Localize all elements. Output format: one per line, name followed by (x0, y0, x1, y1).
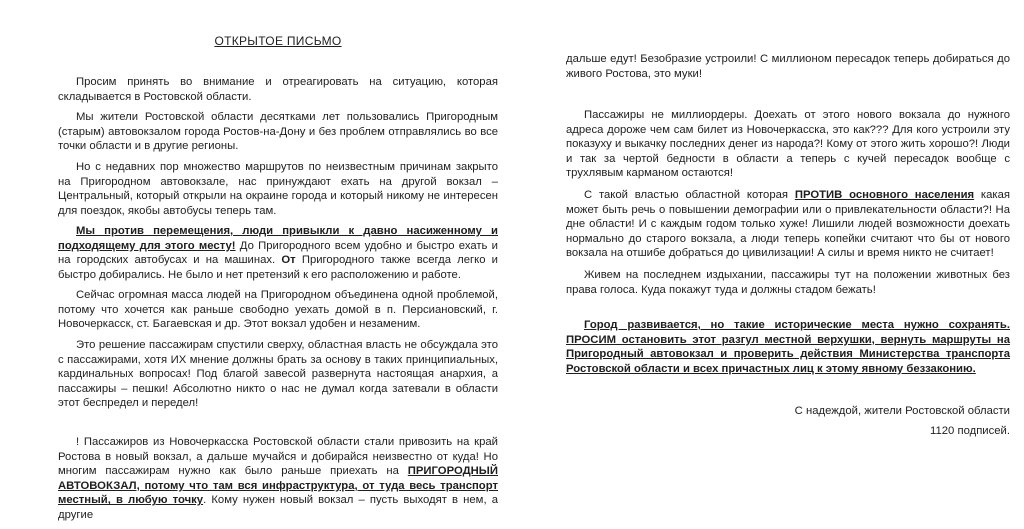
paragraph-history: Мы жители Ростовской области десятками лет пользовались Пригородным (старым) автовокзалом города Ростов-на-Дону и без проблем отправлялись во все точки области и в другие регионы. (58, 111, 498, 153)
paragraph-demand: Город развивается, но такие исторические места нужно сохранять. ПРОСИМ остановить этот разгул местной верхушки, вернуть маршруты на Пригородный автовокзал и проверить действия Министерства транспорта Ростовской области и всех причастных лиц к этому явному беззаконию. (566, 319, 1010, 375)
left-page (58, 0, 498, 529)
paragraph-routes-closed: Но с недавних пор множество маршрутов по неизвестным причинам закрыто на Пригородном автовокзале, нас принуждают ехать на другой вокзал – Центральный, который открыли на окраине города и который никому не интересен для поездок, якобы автобусы теперь там. (58, 161, 498, 217)
paragraph-living: Живем на последнем издыхании, пассажиры тут на положении животных без права голоса. Куда покажут туда и должны стадом бежать! (566, 269, 1010, 296)
signature: С надеждой, жители Ростовской области (794, 405, 1010, 417)
against-population-bold: ПРОТИВ основного населения (794, 189, 975, 201)
paragraph-novocherkassk: ! Пассажиров из Новочеркасска Ростовской области стали привозить на край Ростова в новый вокзал, а дальше мучайся и добирайся неизвестно от куда! Но многим пассажирам нужно как было раньше приехать на ПРИГОРОДНЫЙ АВТОВОКЗАЛ, потому что там вся инфраструктура, от туда весь транспорт местный, в любую точку. Кому нужен новый вокзал – пусть выходят в нем, а другие (58, 436, 498, 521)
right-page (566, 0, 1010, 529)
paragraph-against-move: Мы против перемещения, люди привыкли к давно насиженному и подходящему для этого месту! До Пригородного всем удобно и быстро ехать и на городских автобусах и на машинах. От Пригородного также всегда легко и быстро добирались. Не было и нет претензий к его расположению и работе. (58, 225, 498, 281)
letter-title: ОТКРЫТОЕ ПИСЬМО (214, 34, 342, 48)
against-move-bold: Мы против перемещения, люди привыкли к давно насиженному и подходящему для этого месту! (58, 225, 498, 252)
paragraph-mass-of-people: Сейчас огромная масса людей на Пригородном объединена одной проблемой, потому что хочется как раньше свободно уехать домой в п. Персиановский, г. Новочеркасск, ст. Багаевская и др. Этот вокзал удобен и незаменим. (58, 289, 498, 331)
paragraph-decision: Это решение пассажирам спустили сверху, областная власть не обсуждала это с пассажирами, хотя ИХ мнение должны брать за основу в таких принципиальных, кардинальных вопросах! Под благой завесой развернута настоящая анархия, а пассажиры – пешки! Абсолютно никто о нас не думал когда затевали в области этот беспредел и передел! (58, 339, 498, 410)
prigorodny-bold: ПРИГОРОДНЫЙ АВТОВОКЗАЛ, потому что там вся инфраструктура, от туда весь транспорт местный, в любую точку (58, 465, 498, 507)
paragraph-request: Просим принять во внимание и отреагировать на ситуацию, которая складывается в Ростовской области. (58, 76, 498, 103)
signature-count: 1120 подписей. (930, 425, 1010, 437)
paragraph-passengers: Пассажиры не миллиордеры. Доехать от этого нового вокзала до нужного адреса дороже чем сам билет из Новочеркасска, это как??? Для кого устроили эту показуху и выкачку последних денег из народа?! Кому от этого жить хорошо?! Люди и так за чертой бедности в области а теперь с кучей пересадок вообще с трухлявым карманом остаются! (566, 109, 1010, 180)
paragraph-continuation: дальше едут! Безобразие устроили! С миллионом пересадок теперь добираться до живого Ростова, это муки! (566, 53, 1010, 80)
paragraph-authority: С такой властью областной которая ПРОТИВ основного населения какая может быть речь о повышении демографии или о привлекательности области?! На дне области! И с каждым годом только хуже! Лишили людей возможности доехать нормально до старого вокзала, а люди теперь копейки считают что бы от нового вокзала на отшибе добраться до цивилизации! А силы и время никто не считает! (566, 189, 1010, 260)
